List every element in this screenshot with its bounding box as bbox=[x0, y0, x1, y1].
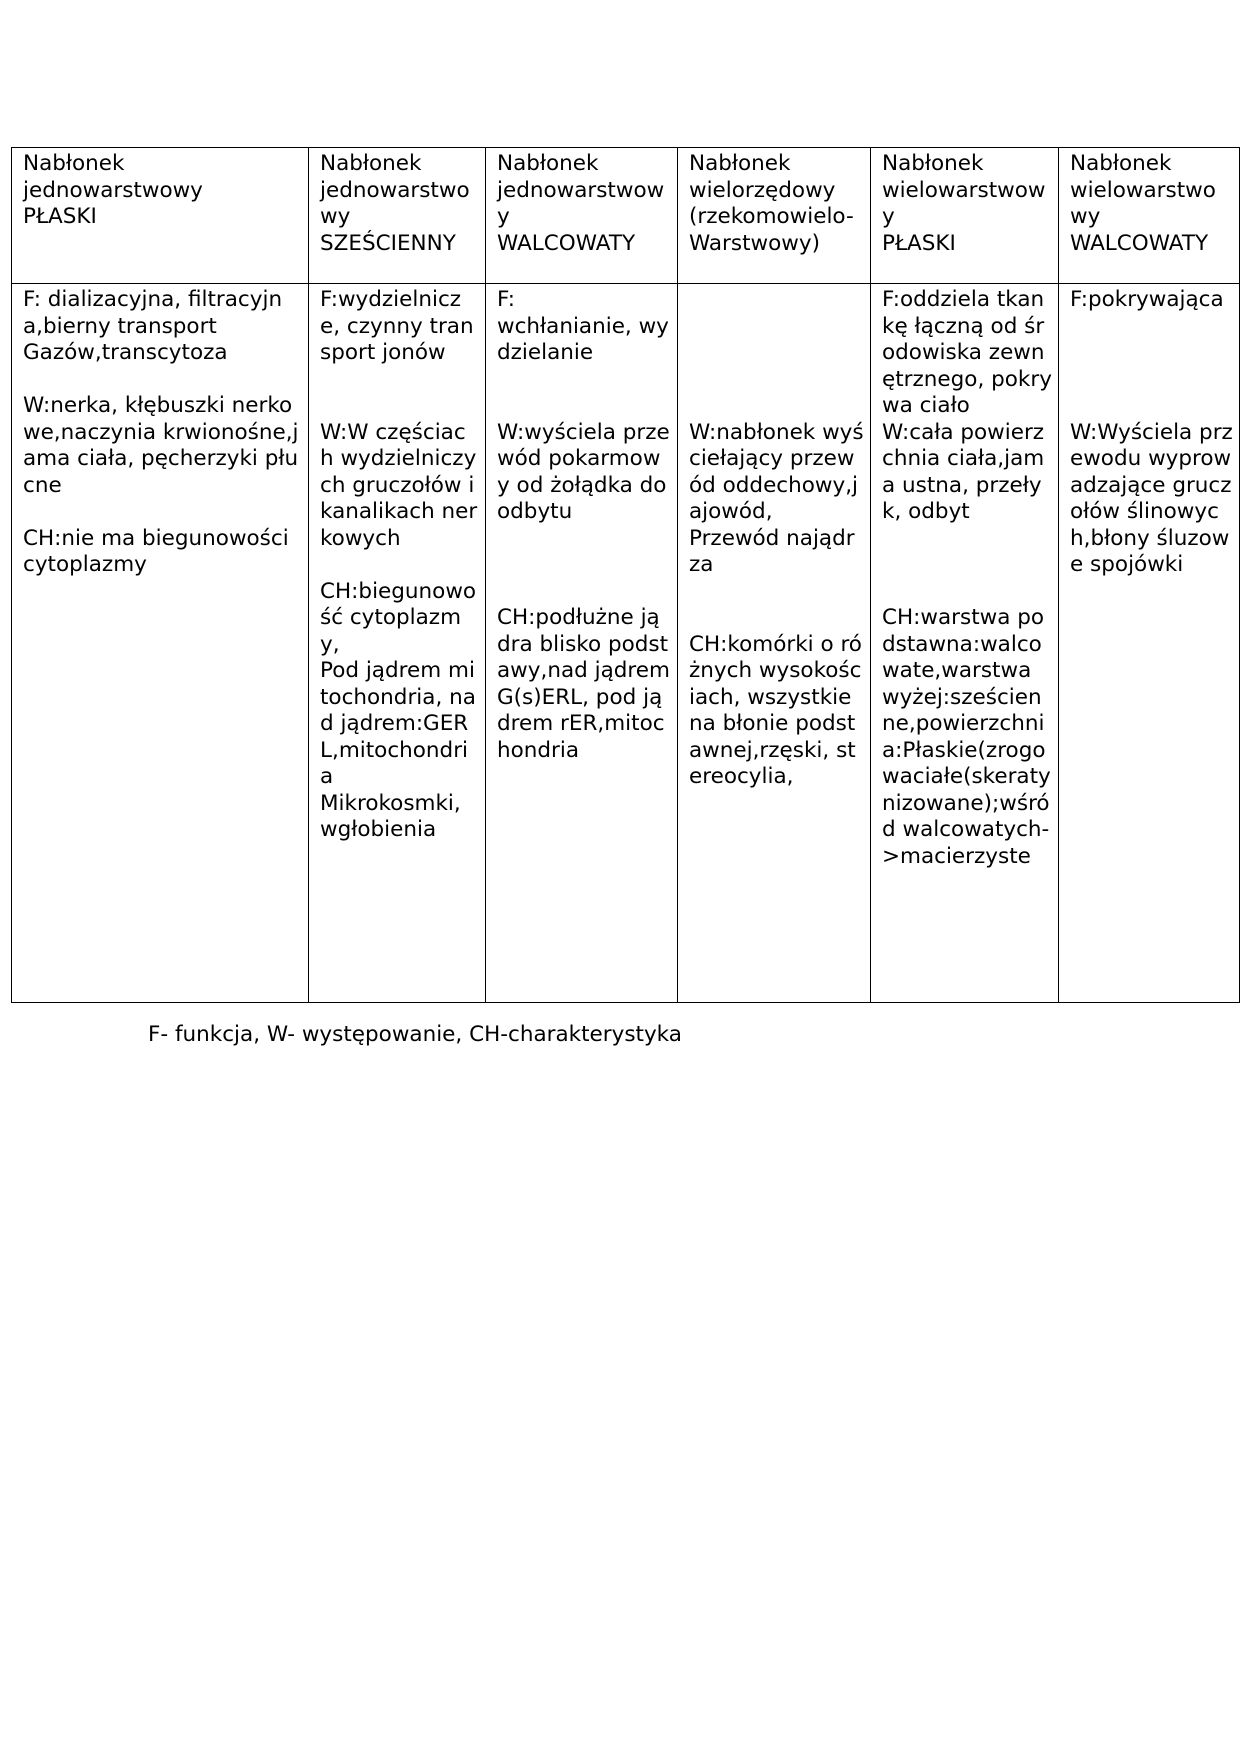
body-cell-simple-columnar: F: wchłanianie, wydzielanie W:wyściela przewód pokarmowy od żołądka do odbytu CH:podłużne jądra blisko podstawy,nad jądrem G(s)ERL, pod jądrem rER,mitochondria bbox=[486, 284, 678, 1003]
header-cell-stratified-squamous: Nabłonek wielowarstwowy PŁASKI bbox=[871, 148, 1059, 284]
body-cell-simple-cuboidal: F:wydzielnicze, czynny transport jonów W:W częściach wydzielniczych gruczołów i kanalikach nerkowych CH:biegunowość cytoplazmy, Pod jądrem mitochondria, nad jądrem:GERL,mitochondria Mikrokosmki, wgłobienia bbox=[309, 284, 486, 1003]
body-cell-stratified-columnar: F:pokrywająca W:Wyściela przewodu wyprowadzające gruczołów ślinowych,błony śluzowe spojówki bbox=[1059, 284, 1240, 1003]
header-cell-pseudostratified: Nabłonek wielorzędowy (rzekomowielo- Warstwowy) bbox=[678, 148, 871, 284]
header-cell-simple-squamous: Nabłonek jednowarstwowy PŁASKI bbox=[12, 148, 309, 284]
body-cell-stratified-squamous: F:oddziela tkankę łączną od środowiska zewnętrznego, pokrywa ciało W:cała powierzchnia ciała,jama ustna, przełyk, odbyt CH:warstwa podstawna:walcowate,warstwa wyżej:sześcienne,powierzchnia:Płaskie(zrogowaciałe(skeratynizowane);wśród walcowatych->macierzyste bbox=[871, 284, 1059, 1003]
body-cell-pseudostratified: W:nabłonek wyściełający przewód oddechowy,jajowód, Przewód najądrza CH:komórki o różnych wysokościach, wszystkie na błonie podstawnej,rzęski, stereocylia, bbox=[678, 284, 871, 1003]
header-cell-stratified-columnar: Nabłonek wielowarstwowy WALCOWATY bbox=[1059, 148, 1240, 284]
legend-text: F- funkcja, W- występowanie, CH-charakterystyka bbox=[148, 1022, 682, 1047]
table-header-row bbox=[12, 148, 1240, 284]
header-cell-simple-cuboidal: Nabłonek jednowarstwowy SZEŚCIENNY bbox=[309, 148, 486, 284]
header-cell-simple-columnar: Nabłonek jednowarstwowy WALCOWATY bbox=[486, 148, 678, 284]
epithelium-table bbox=[11, 147, 1240, 1003]
table-body-row bbox=[12, 284, 1240, 1003]
body-cell-simple-squamous: F: dializacyjna, filtracyjna,bierny transport Gazów,transcytoza W:nerka, kłębuszki nerkowe,naczynia krwionośne,jama ciała, pęcherzyki płucne CH:nie ma biegunowości cytoplazmy bbox=[12, 284, 309, 1003]
